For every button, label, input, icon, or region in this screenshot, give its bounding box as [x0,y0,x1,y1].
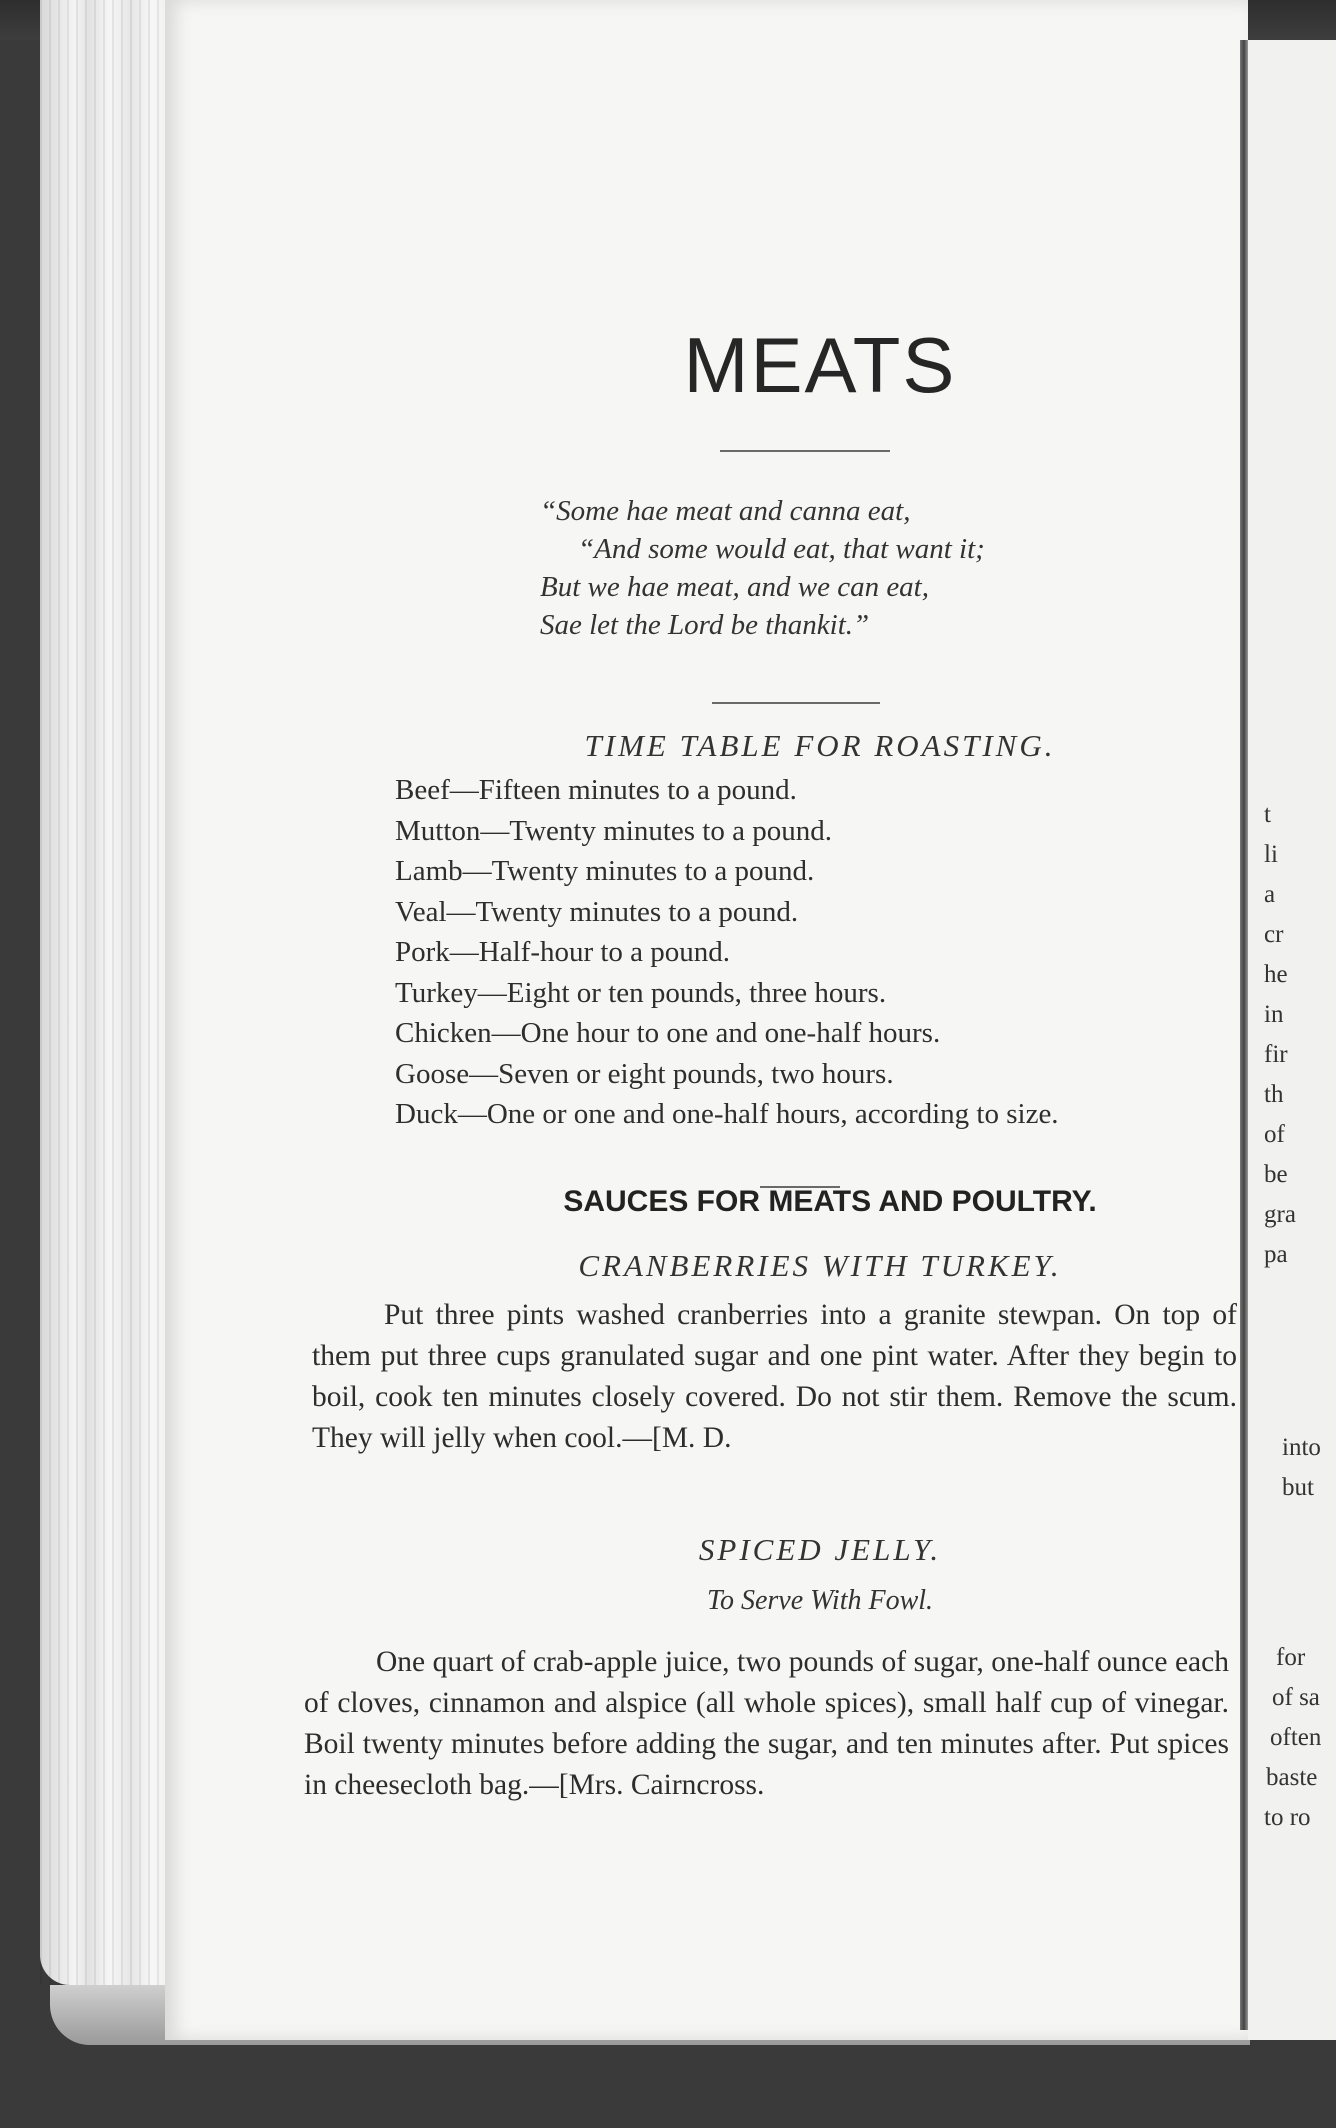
text-fragment: of [1264,1121,1285,1148]
book-gutter [1240,40,1248,2030]
text-fragment: t [1264,801,1271,828]
verse-line: “Some hae meat and canna eat, [540,495,911,527]
text-fragment: in [1264,1001,1284,1028]
time-table-list [395,770,1059,1135]
spiced-jelly-title: SPICED JELLY. [698,1532,942,1567]
text-fragment: be [1264,1161,1288,1188]
text-fragment: to ro [1264,1804,1311,1831]
cranberries-title: CRANBERRIES WITH TURKEY. [578,1248,1062,1283]
verse-line: But we hae meat, and we can eat, [540,571,929,603]
time-table-item: Duck—One or one and one-half hours, according to size. [395,1098,1059,1130]
verse-line: “And some would eat, that want it; [578,533,985,565]
divider-top [720,450,890,452]
spiced-jelly-subtitle: To Serve With Fowl. [706,1585,934,1616]
page-edges [40,0,180,1985]
text-fragment: li [1264,841,1278,868]
text-fragment: baste [1266,1764,1318,1791]
text-fragment: into [1282,1434,1321,1461]
text-fragment: fir [1264,1041,1288,1068]
epigraph-verse [540,492,985,644]
time-table-item: Pork—Half-hour to a pound. [395,936,731,968]
text-fragment: a [1264,881,1276,908]
cranberries-recipe: Put three pints washed cranberries into a granite stewpan. On top of them put three cups granulated sugar and one pint water. After they begin to boil, cook ten minutes closely covered. Do not stir them. Remove the scum. They will jelly when cool.—[M. D. [312,1299,1237,1454]
time-table-item: Turkey—Eight or ten pounds, three hours. [395,976,887,1009]
text-fragment: pa [1264,1241,1288,1268]
time-table-item: Veal—Twenty minutes to a pound. [395,895,799,928]
divider-middle [712,702,880,704]
text-fragment: cr [1264,921,1284,948]
text-fragment: for [1276,1644,1306,1671]
text-fragment: of sa [1272,1684,1320,1711]
text-fragment: th [1264,1081,1284,1108]
text-fragment: but [1282,1474,1314,1501]
text-fragment: he [1264,961,1288,988]
time-table-item: Goose—Seven or eight pounds, two hours. [395,1057,894,1090]
spiced-jelly-recipe: One quart of crab-apple juice, two pounds of sugar, one-half ounce each of cloves, cinnamon and alspice (all whole spices), small half cup of vinegar. Boil twenty minutes before adding the sugar, and ten minutes after. Put spices in cheesecloth bag.—[Mrs. Cairncross. [304,1646,1229,1801]
sauces-heading: SAUCES FOR MEATS AND POULTRY. [563,1185,1097,1218]
time-table-heading: TIME TABLE FOR ROASTING. [584,728,1056,763]
time-table-item: Lamb—Twenty minutes to a pound. [395,855,815,887]
time-table-item: Mutton—Twenty minutes to a pound. [395,814,832,847]
text-fragment: often [1270,1724,1322,1751]
verse-line: Sae let the Lord be thankit.” [540,609,870,641]
page-title: MEATS [683,321,957,409]
time-table-item: Chicken—One hour to one and one-half hours. [395,1017,941,1049]
text-fragment: gra [1264,1201,1296,1228]
time-table-item: Beef—Fifteen minutes to a pound. [395,774,797,806]
right-page-fragment [1248,40,1336,2040]
